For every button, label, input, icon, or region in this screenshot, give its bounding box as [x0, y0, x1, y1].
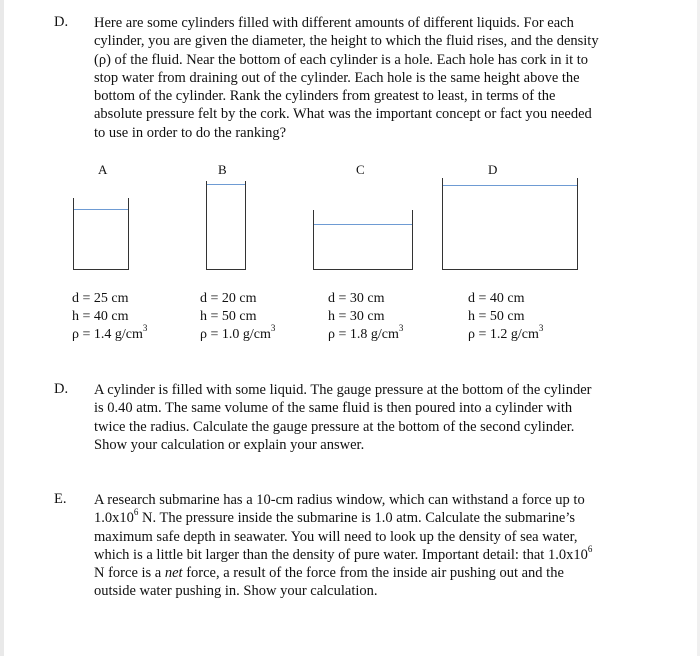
cylinder-a-fluid-level [74, 209, 128, 210]
cylinder-d-diameter: d = 40 cm [468, 291, 525, 306]
question-e-line4-exponent: 6 [587, 544, 593, 555]
cylinder-c-fluid-level [314, 224, 412, 225]
cylinder-d-letter: D [488, 162, 498, 177]
question-d1-line: stop water from draining out of the cylinder. Each hole is the same height above the [94, 69, 580, 86]
cylinder-c-diameter: d = 30 cm [328, 291, 385, 306]
question-e-line: maximum safe depth in seawater. You will need to look up the density of sea water, [94, 528, 578, 545]
question-e-line2-a: 1.0x10 [94, 510, 134, 527]
density-exponent: 3 [538, 323, 544, 334]
cylinder-b-specs [200, 290, 275, 344]
question-d1-line: Here are some cylinders filled with different amounts of different liquids. For each [94, 15, 574, 31]
question-d2-line: A cylinder is filled with some liquid. The gauge pressure at the bottom of the cylinder [94, 382, 592, 398]
cylinder-a-letter: A [98, 162, 108, 177]
density-exponent: 3 [398, 323, 404, 334]
cylinder-c-height: h = 30 cm [328, 309, 385, 324]
question-e-line5-emphasis: net [164, 565, 183, 582]
question-d1-line: bottom of the cylinder. Rank the cylinders from greatest to least, in terms of the [94, 88, 556, 105]
question-d1-label: D. [54, 14, 69, 30]
cylinder-b-diameter: d = 20 cm [200, 291, 257, 306]
question-e-text [94, 491, 654, 601]
question-d1-line: cylinder, you are given the diameter, the height to which the fluid rises, and the density [94, 33, 599, 50]
cylinder-a-diameter: d = 25 cm [72, 291, 129, 306]
density-text: ρ = 1.0 g/cm [200, 327, 271, 342]
cylinder-d-specs [468, 290, 543, 344]
cylinder-b-height: h = 50 cm [200, 309, 257, 324]
question-e-label: E. [54, 491, 67, 507]
question-d1-line: absolute pressure felt by the cork. What was the important concept or fact you needed [94, 106, 592, 123]
cylinder-d-density [468, 323, 544, 344]
cylinder-a-specs [72, 290, 147, 344]
question-d1-line: to use in order to do the ranking? [94, 124, 287, 141]
cylinder-b-letter: B [218, 162, 227, 177]
cylinder-d-diagram [442, 178, 578, 270]
cylinder-c-density [328, 323, 404, 344]
question-e-line [94, 509, 654, 527]
question-e-line5-a: N force is a [94, 565, 165, 582]
density-exponent: 3 [142, 323, 148, 334]
question-d2-line: twice the radius. Calculate the gauge pressure at the bottom of the second cylinder. [94, 418, 575, 435]
cylinder-a-diagram [73, 198, 129, 270]
question-e-line [94, 546, 654, 564]
cylinder-a-height: h = 40 cm [72, 309, 129, 324]
question-e-line [94, 564, 654, 582]
question-e-line5-b: force, a result of the force from the inside air pushing out and the [182, 565, 564, 582]
cylinder-b-diagram [206, 181, 246, 270]
question-d1-line: (ρ) of the fluid. Near the bottom of each cylinder is a hole. Each hole has cork in it to [94, 51, 589, 68]
cylinder-c-diagram [313, 210, 413, 270]
question-d2-label: D. [54, 381, 69, 397]
question-e-line2-exponent: 6 [133, 507, 139, 518]
question-d2-text [94, 381, 654, 454]
question-e-line: outside water pushing in. Show your calculation. [94, 583, 378, 600]
question-d2-line: is 0.40 atm. The same volume of the same fluid is then poured into a cylinder with [94, 400, 573, 417]
density-text: ρ = 1.4 g/cm [72, 327, 143, 342]
density-text: ρ = 1.2 g/cm [468, 327, 539, 342]
cylinder-a-density [72, 323, 148, 344]
question-e-line2-b: N. The pressure inside the submarine is 1.0 atm. Calculate the submarine’s [138, 510, 576, 527]
density-text: ρ = 1.8 g/cm [328, 327, 399, 342]
page-left-edge [0, 0, 4, 656]
question-d2-line: Show your calculation or explain your answer. [94, 436, 365, 453]
cylinder-c-letter: C [356, 162, 365, 177]
density-exponent: 3 [270, 323, 276, 334]
question-e-line: A research submarine has a 10-cm radius window, which can withstand a force up to [94, 492, 585, 508]
cylinder-d-height: h = 50 cm [468, 309, 525, 324]
cylinder-d-fluid-level [443, 185, 577, 186]
cylinder-b-fluid-level [207, 184, 245, 185]
cylinder-c-specs [328, 290, 403, 344]
cylinder-b-density [200, 323, 276, 344]
question-d1-text [94, 14, 654, 142]
question-e-line4-a: which is a little bit larger than the density of pure water. Important detail: that 1.0x10 [94, 546, 588, 563]
